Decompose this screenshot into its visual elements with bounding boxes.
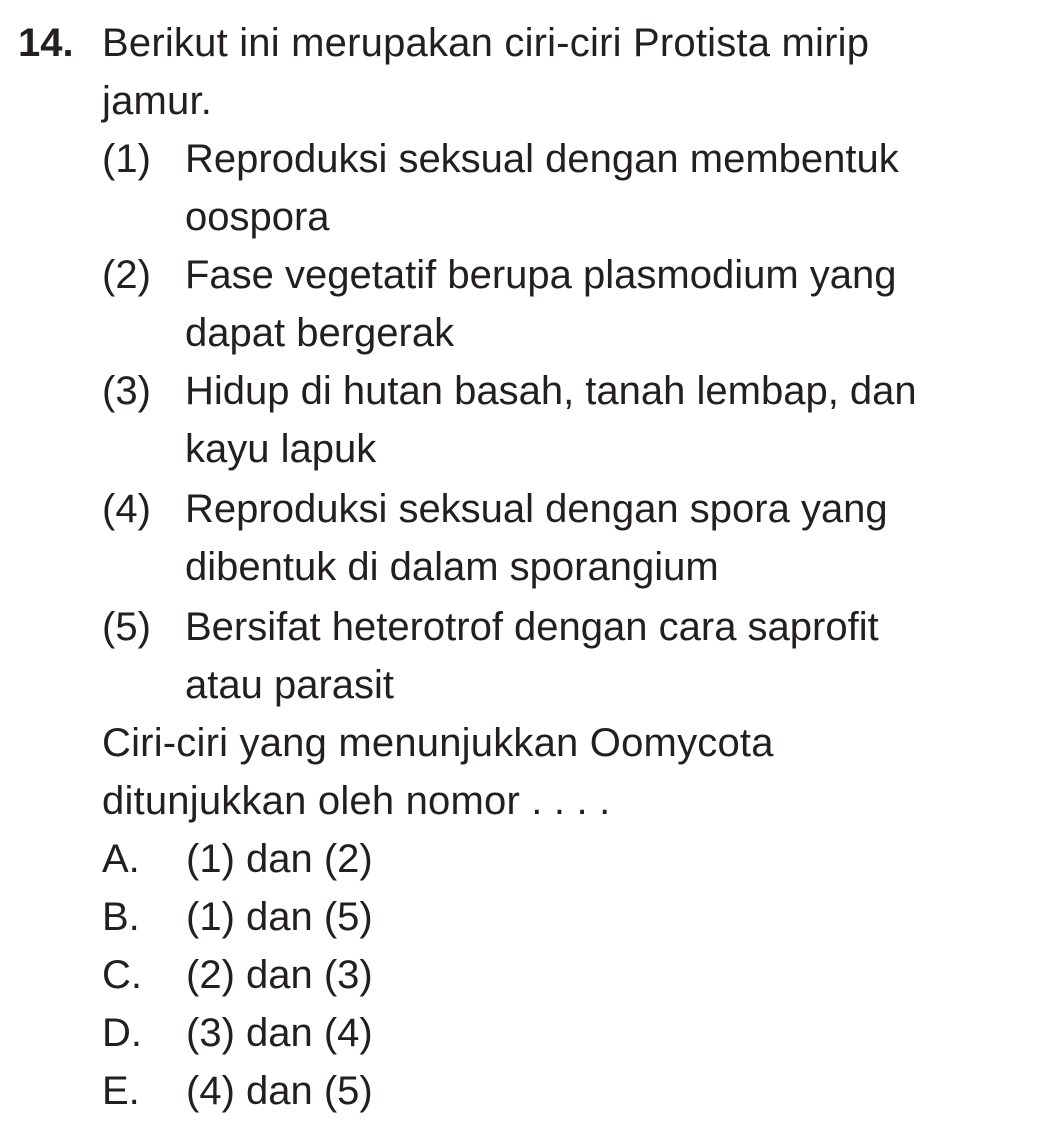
item-1-number: (1) [102,137,151,181]
item-3-text-line1: Hidup di hutan basah, tanah lembap, dan [185,369,917,413]
item-5-text-line1: Bersifat heterotrof dengan cara saprofit [185,605,879,649]
option-c-text: (2) dan (3) [186,953,373,997]
option-d-letter: D. [102,1011,142,1055]
option-b-letter: B. [102,895,140,939]
option-c-letter: C. [102,953,142,997]
item-2-text-line2: dapat bergerak [185,311,455,355]
option-a-letter: A. [102,837,140,881]
option-e-text: (4) dan (5) [186,1069,373,1113]
question-stem-line1: Berikut ini merupakan ciri-ciri Protista mirip [102,21,870,65]
option-e-letter: E. [102,1069,140,1113]
item-2-number: (2) [102,253,151,297]
option-d-text: (3) dan (4) [186,1011,373,1055]
question-prompt-line2: ditunjukkan oleh nomor . . . . [102,779,611,823]
question-stem-line2: jamur. [102,79,213,123]
item-4-text-line2: dibentuk di dalam sporangium [185,545,719,589]
question-prompt-line1: Ciri-ciri yang menunjukkan Oomycota [102,721,774,765]
item-3-number: (3) [102,369,151,413]
option-a-text: (1) dan (2) [186,837,373,881]
item-1-text-line1: Reproduksi seksual dengan membentuk [185,137,899,181]
question-number: 14. [18,21,74,65]
item-3-text-line2: kayu lapuk [185,427,377,471]
item-1-text-line2: oospora [185,195,330,239]
item-2-text-line1: Fase vegetatif berupa plasmodium yang [185,253,897,297]
item-4-number: (4) [102,487,151,531]
item-4-text-line1: Reproduksi seksual dengan spora yang [185,487,888,531]
item-5-number: (5) [102,605,151,649]
option-b-text: (1) dan (5) [186,895,373,939]
item-5-text-line2: atau parasit [185,663,395,707]
